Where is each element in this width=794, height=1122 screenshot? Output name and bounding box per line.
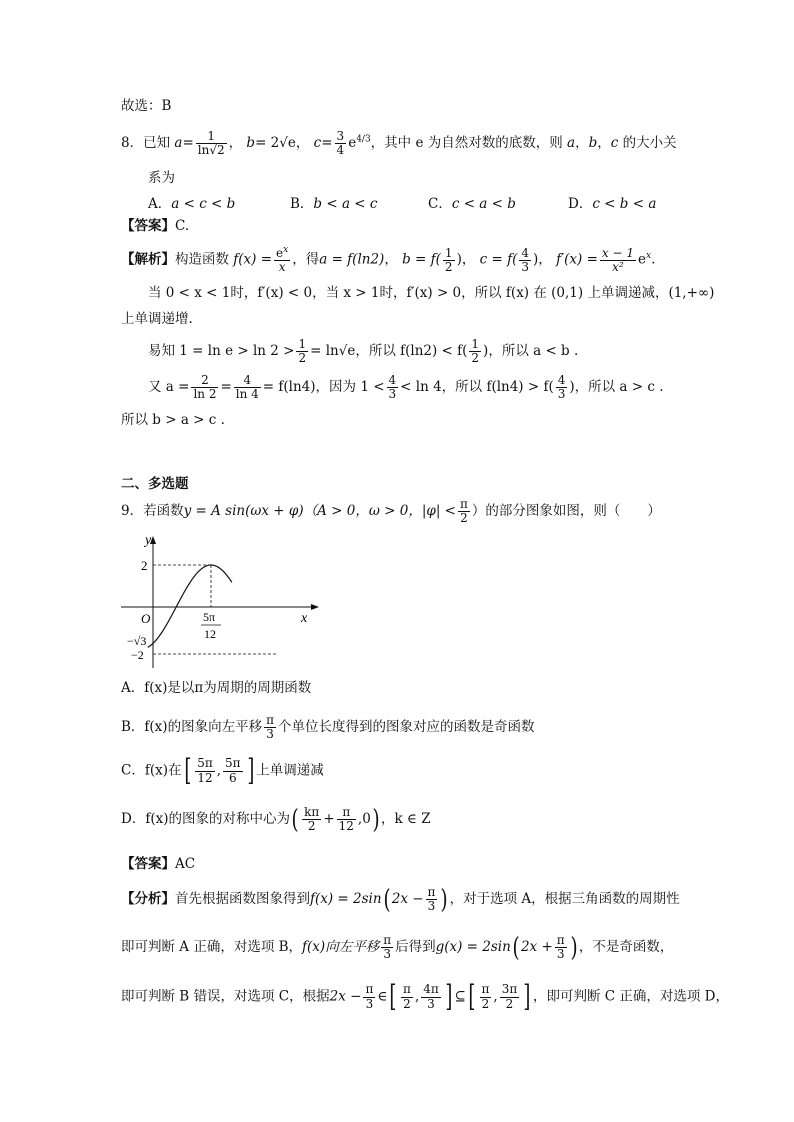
solution-8-line4: 易知 1 = ln e > ln 2 > $\frac{1}{2}$ = ln√e，所以 f(ln2) < f( $\frac{1}{2}$ )，所以 a < b .: [148, 337, 579, 366]
fraction-a: $\frac{1}{\ln√2}$: [197, 129, 225, 158]
option-9d: D．f(x)的图象的对称中心为( $\frac{k\pi}{2}$ + $\frac{\pi}{12}$ ,0) ，k ∈ Z: [121, 804, 431, 835]
x-label: x: [301, 611, 308, 626]
option-8b: B．b < a < c: [290, 196, 378, 212]
option-9a: A．f(x)是以π为周期的周期函数: [121, 680, 312, 696]
y-intercept-label: −√3: [127, 634, 147, 648]
question-8: 8．已知 a= $\frac{1}{\ln√2}$ ， b= 2√e， c= $\frac{3}{4}$ $e^{4/3}$，其中 e 为自然对数的底数，则 a，b，c 的大小关: [121, 129, 677, 158]
solution-8-line5: 又 a = $\frac{2}{\ln 2}$ = $\frac{4}{\ln 4}$ = f(ln4)，因为 1 < $\frac{4}{3}$ < ln 4，所以 f(ln4) > f( $\frac{4}{3}$ )，所以 a > c .: [148, 373, 664, 402]
option-8d: D．c < b < a: [568, 196, 657, 212]
answer-9: 【答案】AC: [121, 856, 196, 872]
section-title: 二、多选题: [121, 476, 189, 492]
y-label: y: [145, 533, 152, 548]
solution-8-line3: 上单调递增.: [121, 311, 193, 327]
sine-curve: [148, 565, 232, 647]
option-9b: B．f(x)的图象向左平移 $\frac{\pi}{3}$ 个单位长度得到的图象对应的函数是奇函数: [121, 713, 535, 742]
analysis-9-line1: 【分析】首先根据函数图象得到f(x) = 2sin( 2x − $\frac{\pi}{3}$ ) ，对于选项 A，根据三角函数的周期性: [121, 884, 680, 915]
origin-label: O: [141, 611, 151, 626]
previous-answer-tail: 故选：B: [121, 98, 172, 114]
solution-8-line2: 当 0 < x < 1时，f′(x) < 0，当 x > 1时，f′(x) > 0，所以 f(x) 在 (0,1) 上单调递减，(1,+∞): [148, 285, 715, 301]
analysis-9-line3: 即可判断 B 错误，对选项 C，根据2x − $\frac{\pi}{3}$ ∈[ $\frac{\pi}{2}$ , $\frac{4\pi}{3}$ ] ⊆[ $\frac{\pi}{2}$ , $\frac{3\pi}{2}$ ] ，即可判断 C 正确，对选项 D，: [121, 979, 729, 1014]
solution-8-line6: 所以 b > a > c .: [121, 412, 225, 428]
analysis-9-line2: 即可判断 A 正确，对选项 B，f(x)向左平移 $\frac{\pi}{3}$ 后得到g(x) = 2sin( 2x + $\frac{\pi}{3}$ ) ，不是奇函数，: [121, 932, 674, 963]
question-8-cont: 系为: [148, 170, 175, 186]
x-axis-arrow: [311, 604, 319, 610]
option-8a: A．a < c < b: [148, 196, 236, 212]
y-min-label: −2: [131, 648, 144, 662]
fraction-c: $\frac{3}{4}$: [336, 129, 345, 158]
y-max-label: 2: [141, 558, 148, 573]
peak-x-den: 12: [204, 627, 216, 641]
sine-graph: [115, 528, 325, 670]
solution-8-line1: 【解析】构造函数 f(x) = $\frac{e^x}{x}$ ，得a = f(ln2)， b = f( $\frac{1}{2}$ )， c = f( $\frac{4}{3}$ )， f′(x) = $\frac{x - 1}{\text{x²}}$ $e^x$.: [121, 245, 656, 275]
answer-8: 【答案】C.: [121, 218, 190, 234]
question-9: 9．若函数y = A sin(ωx + φ)（A > 0，ω > 0，|φ| < $\frac{\pi}{2}$ ）的部分图象如图，则（ ）: [121, 497, 661, 526]
option-9c: C．f(x)在[ $\frac{5\pi}{12}$ , $\frac{5\pi}{6}$ ] 上单调递减: [121, 753, 324, 788]
option-8c: C．c < a < b: [428, 196, 516, 212]
peak-x-num: 5π: [203, 610, 216, 624]
